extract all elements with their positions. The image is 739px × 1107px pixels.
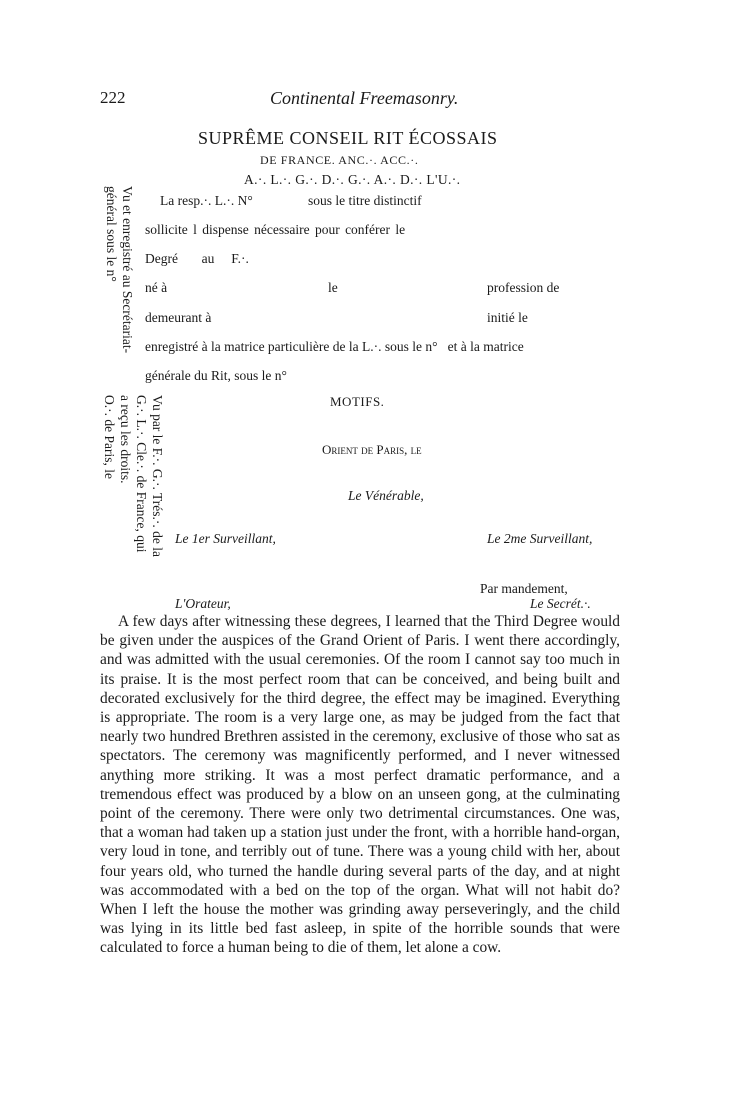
margin-note-line: Vu et enregistré au Secrétariat- [120, 186, 135, 354]
form-line-enregistre: enregistré à la matrice particulière de la L.·. sous le n° et à la matrice [145, 339, 524, 354]
form-orient: Orient de Paris, le [322, 442, 422, 457]
margin-note-line: général sous le n° [104, 186, 119, 282]
form-secretaire: Le Secrét.·. [530, 596, 591, 611]
form-demeurant: demeurant à [145, 310, 212, 325]
form-profession: profession de [487, 280, 560, 295]
form-orateur: L'Orateur, [175, 596, 231, 611]
form-invocation: A.·. L.·. G.·. D.·. G.·. A.·. D.·. L'U.·. [244, 172, 461, 187]
running-title: Continental Freemasonry. [270, 88, 459, 108]
form-ne-a: né à [145, 280, 168, 295]
form-line-sollicite: sollicite l dispense nécessaire pour conférer le [145, 222, 406, 237]
form-subheading: DE FRANCE. ANC.·. ACC.·. [260, 153, 419, 167]
form-surveillant-2: Le 2me Surveillant, [487, 531, 593, 546]
margin-note-tresorier [101, 395, 165, 557]
form-line-generale: générale du Rit, sous le n° [145, 368, 287, 383]
form-le: le [328, 280, 338, 295]
form-initie: initié le [487, 310, 528, 325]
body-paragraph: A few days after witnessing these degrees, I learned that the Third Degree would be given under the auspices of the Grand Orient of Paris. I went there accordingly, and was admitted with the usual ceremonies. Of the room I cannot say too much in its praise. It is the most perfect room that can be conceived, and being built and decorated exclusively for the third degree, the effect may be imagined. Everything is appropriate. The room is a very large one, as may be judged from the fact that nearly two hundred Brethren assisted in the ceremony, exclusive of those who sat as spectators. The ceremony was magnificently performed, and I never witnessed anything more striking. It was a most perfect dramatic performance, and a tremendous effect was produced by a blow on an unseen gong, at the culminating point of the ceremony. There were only two detrimental circumstances. One was, that a woman had taken up a station just under the front, with a horrible hand-organ, very loud in tone, and terribly out of tune. There was a young child with her, about four years old, who turned the handle during several parts of the day, and at night was accommodated with a bed on the top of the organ. What will not habit do? When I left the house the mother was grinding away perseveringly, and the child was lying in its little bed fast asleep, in spite of the horrible sounds that were calculated to force a human being to die of them, let alone a cow. [100, 613, 620, 957]
margin-note-line: O.·. de Paris, le [102, 395, 117, 479]
form-venerable: Le Vénérable, [348, 488, 424, 503]
form-surveillant-1: Le 1er Surveillant, [175, 531, 276, 546]
form-par-mandement: Par mandement, [480, 581, 568, 596]
margin-note-line: a reçu les droits. [118, 395, 133, 484]
margin-note-line: Vu par le F.·. G.·. Trés.·. de la [150, 395, 165, 557]
form-motifs: MOTIFS. [330, 394, 385, 409]
form-line-titre: sous le titre distinctif [308, 193, 422, 208]
form-line-degre: Degré au F.·. [145, 251, 249, 266]
margin-note-secretariat [103, 186, 135, 353]
margin-note-line: G.·. L.·. Cle.·. de France, qui [134, 395, 149, 553]
form-heading: SUPRÊME CONSEIL RIT ÉCOSSAIS [198, 128, 498, 148]
form-line-resp: La resp.·. L.·. N° [160, 193, 253, 208]
page-number: 222 [100, 88, 126, 107]
